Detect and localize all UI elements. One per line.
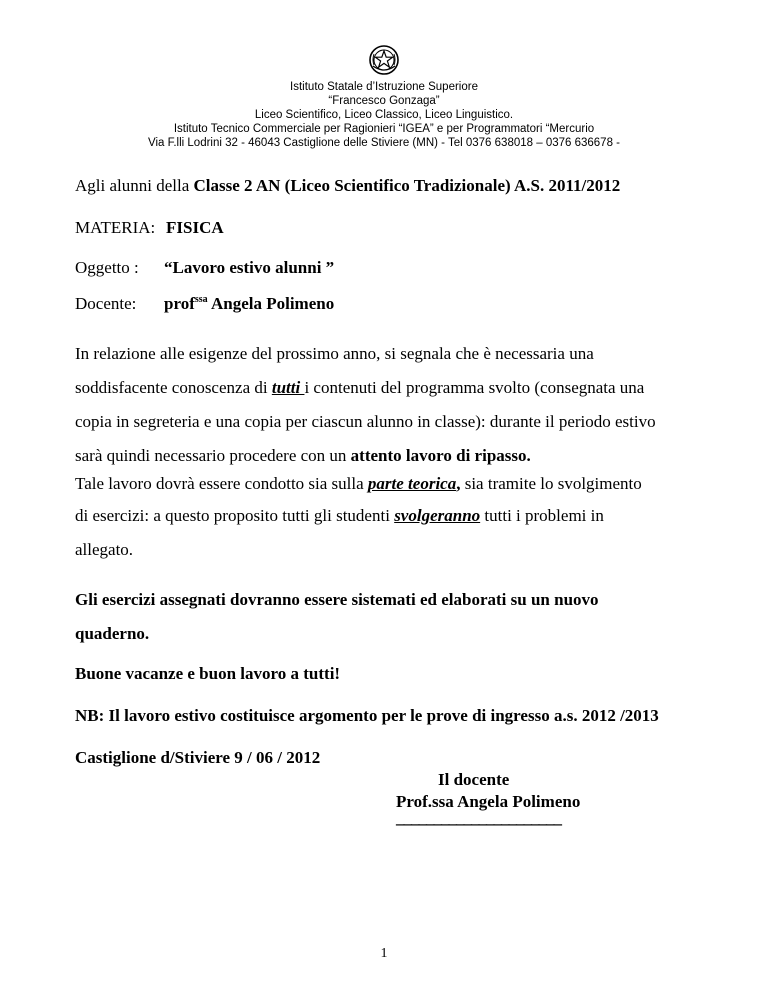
- body-line-1: In relazione alle esigenze del prossimo anno, si segnala che è necessaria una: [75, 344, 594, 363]
- header-line-licei: Liceo Scientifico, Liceo Classico, Liceo Linguistico.: [254, 109, 514, 121]
- nb-line: NB: Il lavoro estivo costituisce argomento per le prove di ingresso a.s. 2012 /2013: [75, 706, 659, 725]
- esercizi-line-1: Gli esercizi assegnati dovranno essere sistemati ed elaborati su un nuovo: [75, 590, 599, 609]
- oggetto-label: Oggetto :: [75, 258, 139, 277]
- intro-classe: Classe 2 AN (Liceo Scientifico Tradizionale) A.S. 2011/2012: [193, 176, 621, 195]
- oggetto-value: “Lavoro estivo alunni ”: [164, 258, 335, 277]
- page-number: 1: [380, 946, 388, 961]
- emphasis-ripasso: attento lavoro di ripasso.: [350, 446, 531, 465]
- body-line-2: soddisfacente conoscenza di tutti i contenuti del programma svolto (consegnata una: [75, 378, 645, 397]
- esercizi-line-2: quaderno.: [75, 624, 150, 643]
- header-line-institute: Istituto Statale d’Istruzione Superiore: [290, 81, 478, 93]
- body-line-3: copia in segreteria e una copia per ciascun alunno in classe): durante il periodo estivo: [75, 412, 656, 431]
- emphasis-svolgeranno: svolgeranno: [394, 506, 481, 525]
- header-line-tecnico: Istituto Tecnico Commerciale per Ragionieri “IGEA” e per Programmatori “Mercurio: [173, 123, 595, 135]
- body-line-7: allegato.: [75, 540, 134, 559]
- body-line-5: Tale lavoro dovrà essere condotto sia sulla parte teorica, sia tramite lo svolgimento: [75, 474, 642, 493]
- intro-prefix: Agli alunni della: [75, 176, 194, 195]
- republic-emblem-icon: [368, 44, 400, 76]
- signature-title: Il docente: [438, 770, 510, 789]
- body-line-6: di esercizi: a questo proposito tutti gli studenti svolgeranno tutti i problemi in: [75, 506, 604, 525]
- header-line-address: Via F.lli Lodrini 32 - 46043 Castiglione delle Stiviere (MN) - Tel 0376 638018 – 0376 636678 -: [147, 137, 620, 149]
- body-line-4: sarà quindi necessario procedere con un attento lavoro di ripasso.: [75, 446, 531, 465]
- header-line-name: “Francesco Gonzaga”: [328, 95, 440, 107]
- docente-value: prof$^{ssa}$ Angela Polimeno: [164, 294, 335, 313]
- signature-name: Prof.ssa Angela Polimeno: [396, 792, 581, 811]
- intro-line: [75, 176, 620, 196]
- emphasis-parte-teorica: parte teorica: [367, 474, 457, 493]
- signature-line: ______________________: [396, 808, 561, 827]
- emphasis-tutti: tutti: [271, 378, 305, 397]
- saluti-line: Buone vacanze e buon lavoro a tutti!: [75, 664, 341, 683]
- materia-value: FISICA: [166, 218, 224, 237]
- place-date: Castiglione d/Stiviere 9 / 06 / 2012: [75, 748, 321, 767]
- materia-label: MATERIA:: [75, 218, 156, 237]
- docente-label: Docente:: [75, 294, 137, 313]
